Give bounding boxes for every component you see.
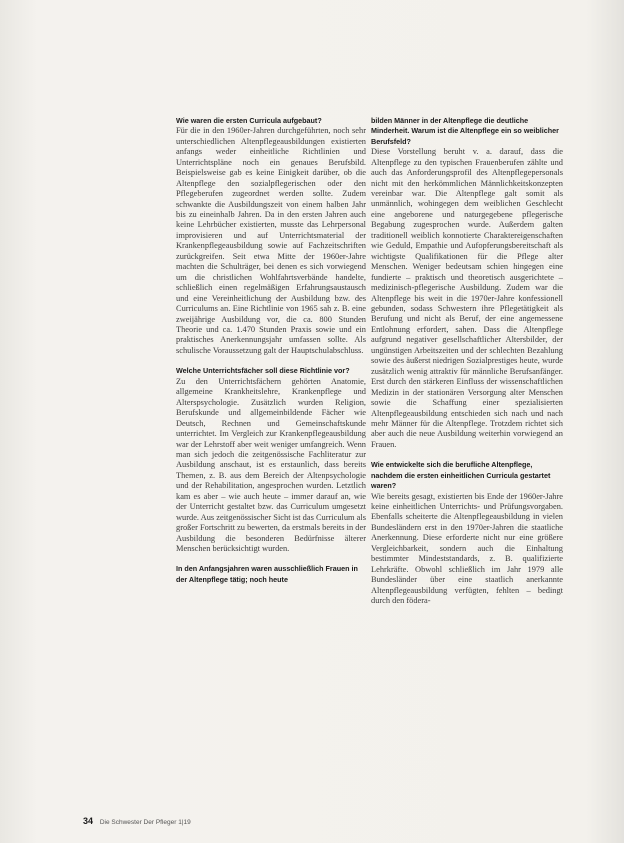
answer-paragraph: Wie bereits gesagt, existierten bis Ende der 1960er-Jahre keine einheitlichen Unterrichts- und Prüfungsvorgaben. Ebenfalls scheiterte die Altenpflegeausbildung in vielen Bundesländern erst in den 1970er-Jahren die staatliche Anerkennung. Diese erforderte nicht nur eine größere Vergleichbarkeit, sondern auch die Einhaltung bestimmter Mindeststandards, z. B. qualifizierte Lehrkräfte. Obwohl schließlich im Jahr 1979 alle Bundesländer über eine staatlich anerkannte Altenpflegeausbildung verfügten, fehlten – bedingt durch den födera-	[371, 491, 563, 606]
running-title: Die Schwester Der Pfleger 1|19	[99, 819, 191, 826]
question-heading: Wie waren die ersten Curricula aufgebaut?	[176, 116, 322, 125]
answer-paragraph: Für die in den 1960er-Jahren durchgeführten, noch sehr unterschiedlichen Altenpflegeausbildungen existierten anfangs weder einheitliche Richtlinien und Unterrichtspläne noch ein genaues Berufsbild. Beispielsweise gab es keine Einigkeit darüber, ob die Altenpflege den sozialpflegerischen oder den Pflegeberufen zugeordnet werden sollte. Zudem schwankte die Ausbildungszeit von einem halben Jahr bis zu eineinhalb Jahren. Da in den ersten Jahren auch keine Lehrbücher existierten, musste das Lehrpersonal improvisieren und auf Unterrichtsmaterial der Krankenpflegeausbildung sowie auf Fachzeitschriften zurückgreifen. Seit etwa Mitte der 1960er-Jahre machten die Schulträger, bei denen es sich vorwiegend um die christlichen Wohlfahrtsverbände handelte, schließlich einen regelmäßigen Erfahrungsaustausch und eine Vereinheitlichung der Ausbildung bzw. des Curriculums an. Eine Richtlinie von 1965 sah z. B. eine zweijährige Ausbildung vor, die ca. 800 Stunden Theorie und ca. 1.470 Stunden Praxis sowie und ein praktisches Anerkennungsjahr umfassen sollte. Als schulische Voraussetzung galt der Hauptschulabschluss.	[176, 126, 366, 355]
page-number: 34	[83, 816, 94, 826]
left-column	[176, 116, 366, 585]
answer-paragraph: Diese Vorstellung beruht v. a. darauf, dass die Altenpflege zu den typischen Frauenberufen zählte und auch das Anforderungsprofil des Altenpflegepersonals nicht mit den herkömmlichen Männlichkeitskonzepten vereinbar war. Die Altenpflege galt somit als unmännlich, wohingegen dem weiblichen Geschlecht eine angeborene und naturgegebene pflegerische Begabung zugesprochen wurde. Außerdem galten traditionell weiblich konnotierte Charaktereigenschaften wie Geduld, Empathie und Aufopferungsbereitschaft als wichtigste Qualifikationen für die Pflege alter Menschen. Weniger bedeutsam schien hingegen eine fundierte – praktisch und theoretisch ausgerichtete – medizinisch-pflegerische Ausbildung. Zudem war die Altenpflege bis weit in die 1970er-Jahre konfessionell gebunden, sodass Schwestern ihre Pflegetätigkeit als Berufung und nicht als Beruf, der eine angemessene Entlohnung erfordert, sahen. Dass die Altenpflege aufgrund negativer gesellschaftlicher Altersbilder, der ungünstigen Arbeitszeiten und der schlechten Bezahlung sowie des äußerst niedrigen Sozialprestiges heute, wurde zusätzlich wenig attraktiv für männliche Berufsanfänger. Erst durch den stärkeren Einfluss der wissenschaftlichen Medizin in der stationären Versorgung alter Menschen sowie die Schaffung einer spezialisierten Altenpflegeausbildung entschieden sich nach und nach mehr Männer für die Altenpflege. Trotzdem richtet sich aber auch die neue Ausbildung weiterhin vorwiegend an Frauen.	[371, 147, 563, 449]
page-footer	[83, 816, 191, 826]
answer-paragraph: Zu den Unterrichtsfächern gehörten Anatomie, allgemeine Krankheitslehre, Krankenpflege und Alterspsychologie. Zusätzlich wurden Religion, Berufskunde und allgemeinbildende Fächer wie Deutsch, Rechnen und Gemeinschaftskunde unterrichtet. Im Vergleich zur Krankenpflegeausbildung war der Lehrstoff aber weit weniger umfangreich. Wenn man sich jedoch die zeitgenössische Fachliteratur zur Ausbildung anschaut, ist es erstaunlich, dass bereits Themen, z. B. aus dem Bereich der Altenpsychologie und der Rehabilitation, angesprochen wurden. Letztlich kam es aber – wie auch heute – immer darauf an, wie der Unterricht gestaltet bzw. das Curriculum umgesetzt wurde. Aus zeitgenössischer Sicht ist das Curriculum als großer Fortschritt zu bewerten, da erstmals bereits in der Ausbildung die besonderen Bedürfnisse älterer Menschen berücksichtigt wurden.	[176, 376, 366, 554]
question-heading-continued: bilden Männer in der Altenpflege die deutliche Minderheit. Warum ist die Altenpflege ein so weiblicher Berufsfeld?	[371, 116, 559, 146]
question-heading: In den Anfangsjahren waren ausschließlich Frauen in der Altenpflege tätig; noch heute	[176, 564, 358, 584]
question-heading: Welche Unterrichtsfächer soll diese Richtlinie vor?	[176, 366, 350, 376]
right-column	[371, 116, 563, 607]
question-heading: Wie entwickelte sich die berufliche Altenpflege, nachdem die ersten einheitlichen Curricula gestartet waren?	[371, 460, 551, 491]
